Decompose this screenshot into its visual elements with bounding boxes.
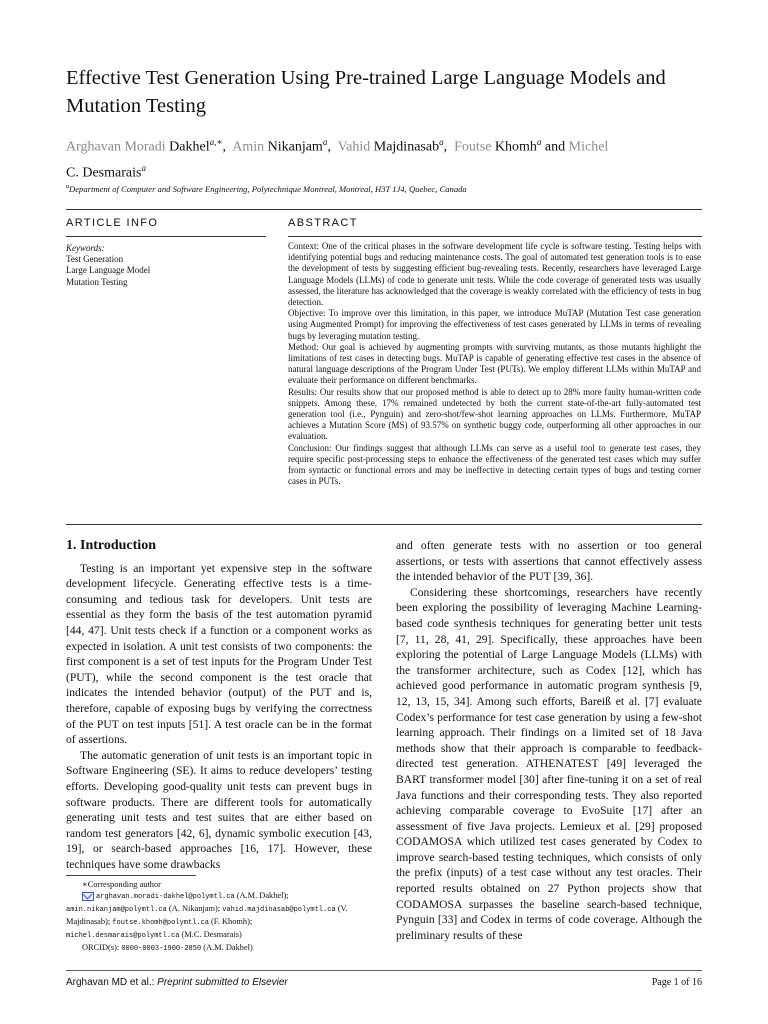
abstract-heading: ABSTRACT [288,217,358,229]
email-link[interactable]: arghavan.moradi-dakhel@polymtl.ca [96,893,235,901]
left-column [66,538,372,872]
paper-title: Effective Test Generation Using Pre-trained Large Language Models and Mutation Testing [66,67,666,117]
abstract-method: Method: Our goal is achieved by augmenting prompts with surviving mutants, as those mutants highlight the limitations of test cases in detecting bugs. MuTAP is capable of generating effective test cases in the absence of natural language descriptions of the Program Under Test (PUTs). We employ different LLMs within MuTAP and evaluate their performance on different benchmarks. [288,341,701,386]
article-info-heading: ARTICLE INFO [66,217,159,229]
email-owner: (M.C. Desmarais) [181,930,242,939]
author-last-name: Nikanjam [267,139,323,155]
author-sup: a [439,137,444,147]
email-owner: (F. Khomh); [211,917,253,926]
page-number: Page 1 of 16 [651,977,702,988]
author-and: and [544,139,566,155]
author-sup: a [322,137,328,147]
author-last-name: Dakhel [169,139,210,155]
email-link[interactable]: vahid.majdinasab@polymtl.ca [222,906,336,914]
top-divider [66,209,702,210]
section-heading: 1. Introduction [66,538,156,553]
email-link[interactable]: michel.desmarais@polymtl.ca [66,932,180,940]
page-footer [66,977,702,988]
body-paragraph: The automatic generation of unit tests is an important topic in Software Engineering (SE). It aims to reduce developers’ testing efforts. Developing good-quality unit tests can prevent bugs in software products. There are different tools for automatically generating unit tests and test suites that are either based on random test generators [42, 6], dynamic symbolic execution [43, 19], or search-based approaches [16, 17]. However, these techniques have some drawbacks [66,748,372,871]
article-info-divider [66,236,266,237]
abstract-body [288,241,701,487]
body-paragraph: Testing is an important yet expensive step in the software development lifecycle. Generating effective tests is a time-consuming and tedious task for developers. Unit tests are essential as they form the basis of the test automation pyramid [44, 47]. Unit tests check if a function or a component works as expected in isolation. A unit test consists of two components: the first component is a set of test inputs for the Program Under Test (PUT), while the second component is the test oracle that indicates the intended behavior (output) of the PUT and is, therefore, capable of exposing bugs by verifying the correctness of the PUT on test inputs [51]. A test oracle can be in the format of assertions. [66,561,372,747]
author-first-name: Arghavan Moradi [66,139,166,155]
orcid-owner: (A.M. Dakhel) [203,943,253,952]
abstract-results: Results: Our results show that our proposed method is able to detect up to 28% more faulty human-written code snippets. Among these, 17% remained undetected by both the current state-of-the-art fully-automated test generation tool (i.e., Pynguin) and zero-shot/few-shot learning approaches on LLMs. Furthermore, MuTAP achieves a Mutation Score (MS) of 93.57% on synthetic buggy code, outperforming all other approaches in our evaluation. [288,386,701,442]
orcid-link[interactable]: 0000-0003-1900-2850 [121,945,202,953]
email-owner: (V. Majdinasab); [66,904,348,926]
abstract-bottom-divider [66,524,702,525]
author-first-name: Amin [232,139,265,155]
body-paragraph: and often generate tests with no assertion or too general assertions, or tests with assertions that cannot effectively assess the intended behavior of the PUT [39, 36]. [396,539,702,584]
keyword: Test Generation [66,254,124,265]
author-first-name: Vahid [337,139,371,155]
abstract-conclusion: Conclusion: Our findings suggest that although LLMs can serve as a useful tool to generate test cases, they require specific post-processing steps to enhance the effectiveness of the generated test cases which may suffer from syntactic or functional errors and may be ineffective in detecting certain types of bugs and testing corner cases in PUTs. [288,442,701,487]
keywords-label: Keywords: [66,243,105,253]
author-last-name: Khomh [494,139,537,155]
author-list: Arghavan Moradi Dakhel$^{a,∗}$, Amin Nikanjam$^a$, Vahid Majdinasab$^a$, Foutse Khomh$^a$ and Michel C. Desmarais$^a$ [66,137,609,181]
author-sup: a,∗ [209,137,223,147]
abstract-divider [288,236,702,237]
affiliation-sup: a [66,184,69,191]
author-last-name: C. Desmarais [66,165,142,181]
orcid-label: ORCID(s): [82,943,120,952]
author-last-name: Majdinasab [373,139,440,155]
abstract-context: Context: One of the critical phases in the software development life cycle is software testing. Testing helps with identifying potential bugs and reducing maintenance costs. The goal of automated test generation tools is to ease the development of tests by suggesting efficient bug-revealing tests. Recently, researchers have leveraged Large Language Models (LLMs) of code to generate unit tests. While the code coverage of generated tests was usually assessed, the literature has acknowledged that the coverage is weakly correlated with the efficiency of tests in bug detection. [288,241,701,308]
footer-divider [66,970,702,971]
author-sup: a [536,137,542,147]
keyword: Mutation Testing [66,276,128,287]
email-link[interactable]: foutse.khomh@polymtl.ca [112,919,209,927]
footer-author: Arghavan MD et al.: [66,977,155,988]
affiliation [66,184,716,194]
author-sup: a [141,162,146,173]
footer-venue: Preprint submitted to Elsevier [157,977,288,988]
email-owner: (A. Nikanjam); [168,904,221,913]
author-first-name: Michel [568,139,609,155]
footnote [66,879,372,955]
keywords-block [66,243,256,288]
mail-icon [82,892,94,901]
corresponding-author: ∗Corresponding author [82,880,161,889]
affiliation-text: Department of Computer and Software Engineering, Polytechnique Montreal, Montreal, H3T 1J4, Quebec, Canada [69,184,467,194]
body-paragraph: Considering these shortcomings, researchers have recently been exploring the possibility of leveraging Machine Learning-based code synthesis techniques for generating better unit tests [7, 11, 28, 41, 29]. Specifically, these approaches have been exploring the potential of Large Language Models (LLMs) with the transformer architecture, such as Codex [12], which has achieved good performance in automatic program synthesis [9, 12, 13, 15, 34]. Among such efforts, Bareiß et al. [7] evaluate Codex’s performance for test case generation by using a few-shot learning approach. Their findings on a limited set of 18 Java methods show that their approach is comparable to feedback-directed test generation. ATHENATEST [49] leveraged the BART transformer model [30] after fine-tuning it on a set of real Java functions and their corresponding tests. They also reported achieving comparable coverage to EvoSuite [17] after an assessment of five Java projects. Lemieux et al. [29] proposed CODAMOSA which utilized test cases generated by Codex to improve search-based testing techniques, which consists of only the prefix (inputs) of a test case without any test oracles. Their reported results obtained on 27 Python projects show that CODAMOSA surpasses the baseline search-based technique, Pynguin [33] and Codex in terms of code coverage. Although the preliminary results of these [396,585,702,942]
email-link[interactable]: amin.nikanjam@polymtl.ca [66,906,167,914]
keyword: Large Language Model [66,265,151,276]
footnote-divider [66,875,196,876]
author-first-name: Foutse [454,139,492,155]
abstract-objective: Objective: To improve over this limitation, in this paper, we introduce MuTAP (Mutation Test case generation using Augmented Prompt) for improving the effectiveness of test cases generated by LLMs in terms of revealing bugs by leveraging mutation testing. [288,308,701,341]
email-owner: (A.M. Dakhel); [236,891,289,900]
right-column [396,538,702,943]
